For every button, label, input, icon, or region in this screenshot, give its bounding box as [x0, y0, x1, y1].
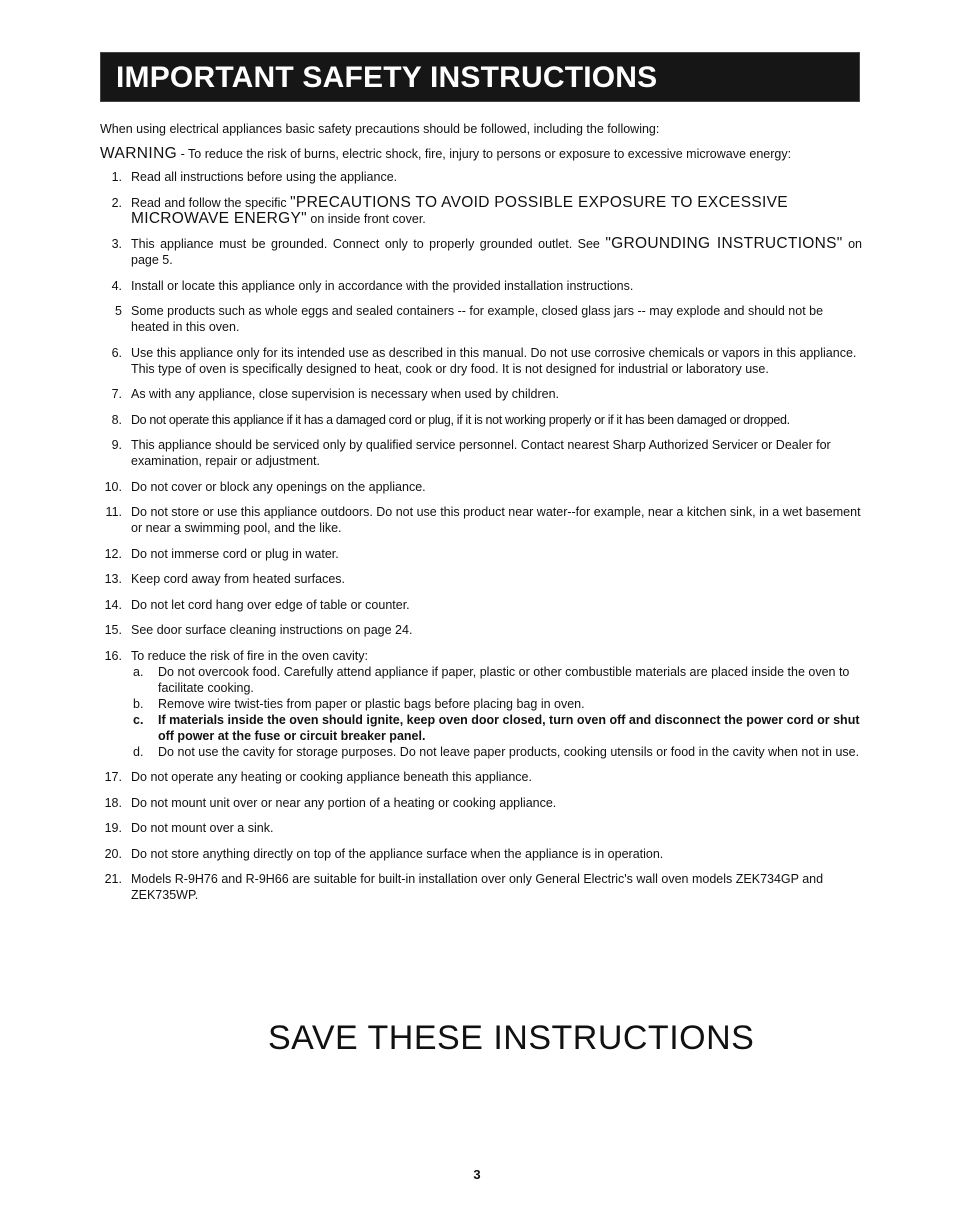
- item-number: 19.: [104, 821, 122, 835]
- item-text: Do not store or use this appliance outdoors. Do not use this product near water--for example, near a kitchen sink, in a wet basement or near a swimming pool, and the like.: [131, 505, 861, 535]
- item-text: Do not store anything directly on top of the appliance surface when the appliance is in operation.: [131, 846, 664, 861]
- list-item: [100, 795, 862, 811]
- item-text: Do not operate any heating or cooking appliance beneath this appliance.: [131, 770, 532, 784]
- warning-label: WARNING: [100, 145, 178, 162]
- item-text: Do not mount over a sink.: [131, 821, 274, 835]
- item-number: 2.: [111, 195, 122, 210]
- item-text: on page 5.: [131, 237, 862, 267]
- item-number: 5: [115, 304, 122, 318]
- item-text: Read all instructions before using the appliance.: [131, 170, 398, 184]
- page-number: 3: [473, 1167, 481, 1182]
- item-text: Use this appliance only for its intended use as described in this manual. Do not use corrosive chemicals or vapors in this appliance. This type of oven is specifically designed to heat, cook or dry food. It is not designed for industrial or laboratory use.: [131, 345, 857, 376]
- save-instructions-heading: SAVE THESE INSTRUCTIONS: [268, 1019, 755, 1057]
- list-item: [100, 303, 862, 335]
- item-number: 6.: [111, 345, 122, 360]
- page-title: IMPORTANT SAFETY INSTRUCTIONS: [116, 61, 658, 94]
- sub-item-text: Remove wire twist-ties from paper or plastic bags before placing bag in oven.: [158, 696, 585, 711]
- item-number: 4.: [111, 278, 122, 293]
- item-number: 9.: [111, 438, 122, 452]
- item-text: To reduce the risk of fire in the oven cavity:: [131, 648, 368, 663]
- instruction-list: [100, 169, 862, 903]
- item-text: Some products such as whole eggs and sealed containers -- for example, closed glass jars -- may explode and should not be heated in this oven.: [131, 304, 824, 334]
- sub-item-letter: d.: [133, 744, 144, 759]
- sub-item-letter: c.: [133, 712, 144, 727]
- item-number: 15.: [104, 623, 122, 637]
- list-item: [100, 169, 862, 185]
- item-text: Keep cord away from heated surfaces.: [131, 572, 346, 586]
- item-number: 16.: [104, 648, 122, 663]
- list-item: [100, 820, 862, 836]
- item-text: Read and follow the specific: [131, 195, 291, 210]
- sub-list-item: [131, 696, 862, 712]
- sub-item-text: Do not use the cavity for storage purposes. Do not leave paper products, cooking utensils or food in the cavity when not in use.: [158, 744, 860, 759]
- list-item: [100, 195, 862, 227]
- item-number: 10.: [104, 479, 122, 494]
- instructions-body: [100, 121, 862, 913]
- list-item: [100, 571, 862, 587]
- item-text: See door surface cleaning instructions on page 24.: [131, 623, 413, 637]
- item-text: Install or locate this appliance only in accordance with the provided installation instructions.: [131, 278, 634, 293]
- sub-list-item: [131, 664, 862, 696]
- item-number: 7.: [111, 387, 122, 401]
- list-item: [100, 769, 862, 785]
- item-number: 17.: [104, 770, 122, 784]
- item-number: 14.: [104, 597, 122, 612]
- list-item: [100, 648, 862, 760]
- header-banner: [100, 52, 860, 102]
- item-number: 8.: [111, 412, 122, 427]
- list-item: [100, 597, 862, 613]
- item-text: Do not cover or block any openings on the appliance.: [131, 479, 426, 494]
- list-item: [100, 871, 862, 903]
- item-number: 1.: [111, 170, 122, 184]
- item-text: Do not immerse cord or plug in water.: [131, 546, 339, 561]
- warning-text: - To reduce the risk of burns, electric shock, fire, injury to persons or exposure to excessive microwave energy:: [177, 147, 792, 161]
- item-number: 20.: [104, 846, 122, 861]
- sub-item-letter: a.: [133, 664, 144, 679]
- list-item: [100, 278, 862, 294]
- intro-text: When using electrical appliances basic safety precautions should be followed, including the following:: [100, 122, 660, 136]
- sub-item-letter: b.: [133, 696, 144, 711]
- item-text: Do not mount unit over or near any portion of a heating or cooking appliance.: [131, 795, 557, 810]
- list-item: [100, 479, 862, 495]
- item-text: Models R-9H76 and R-9H66 are suitable for built-in installation over only General Electric's wall oven models ZEK734GP and ZEK735WP.: [131, 872, 824, 902]
- item-text: As with any appliance, close supervision is necessary when used by children.: [131, 387, 560, 401]
- item-text: on inside front cover.: [306, 211, 426, 226]
- item-text: Do not let cord hang over edge of table or counter.: [131, 597, 410, 612]
- list-item: [100, 622, 862, 638]
- list-item: [100, 504, 862, 536]
- sub-list: [131, 664, 862, 760]
- item-text: This appliance must be grounded. Connect only to properly grounded outlet. See: [131, 237, 606, 251]
- item-number: 12.: [104, 546, 122, 561]
- item-number: 13.: [104, 572, 122, 586]
- item-number: 21.: [104, 872, 122, 886]
- item-text: This appliance should be serviced only by qualified service personnel. Contact nearest Sharp Authorized Servicer or Dealer for examination, repair or adjustment.: [131, 438, 831, 468]
- list-item: [100, 846, 862, 862]
- item-text: Do not operate this appliance if it has a damaged cord or plug, if it is not working properly or if it has been damaged or dropped.: [131, 412, 790, 427]
- sub-item-text: If materials inside the oven should ignite, keep oven door closed, turn oven off and disconnect the power cord or shut off power at the fuse or circuit breaker panel.: [158, 712, 860, 743]
- list-item: [100, 546, 862, 562]
- list-item: [100, 412, 862, 428]
- item-number: 11.: [105, 505, 122, 519]
- sub-list-item: [131, 712, 862, 744]
- item-number: 3.: [111, 237, 122, 251]
- list-item: [100, 437, 862, 469]
- sub-list-item: [131, 744, 862, 760]
- warning-paragraph: [100, 146, 862, 162]
- item-caps-reference: "PRECAUTIONS TO AVOID POSSIBLE EXPOSURE TO EXCESSIVE MICROWAVE ENERGY": [131, 193, 788, 227]
- list-item: [100, 236, 862, 268]
- list-item: [100, 386, 862, 402]
- sub-item-text: Do not overcook food. Carefully attend appliance if paper, plastic or other combustible materials are placed inside the oven to facilitate cooking.: [158, 664, 850, 695]
- item-caps-reference: "GROUNDING INSTRUCTIONS": [605, 235, 843, 252]
- list-item: [100, 345, 862, 377]
- item-number: 18.: [104, 795, 122, 810]
